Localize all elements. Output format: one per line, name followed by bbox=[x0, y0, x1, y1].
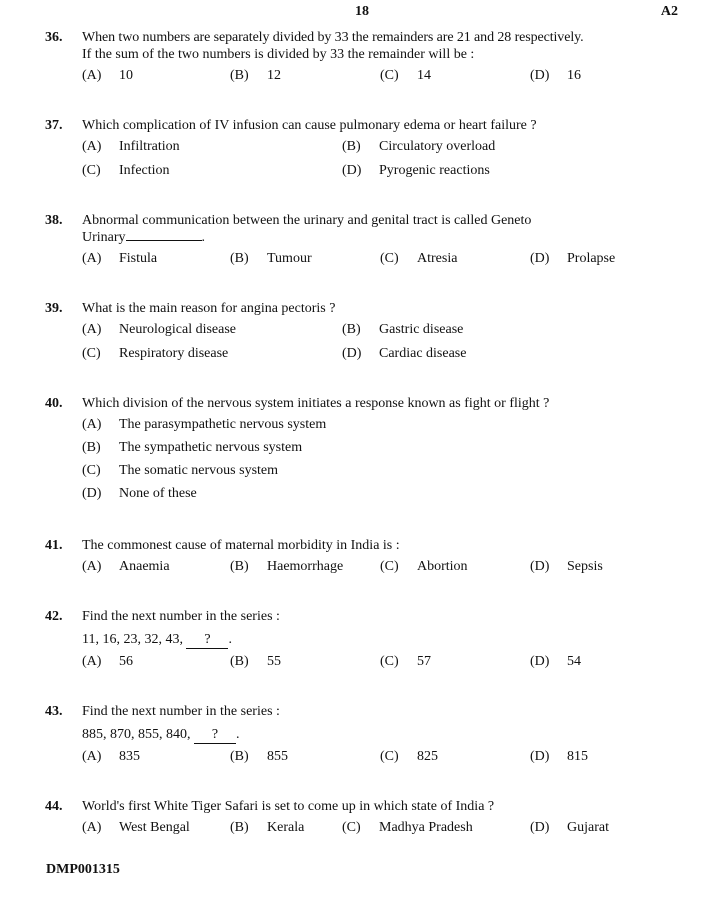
option-b[interactable] bbox=[342, 138, 495, 155]
option-c[interactable] bbox=[82, 462, 681, 485]
option-d[interactable] bbox=[530, 653, 581, 670]
question-number: 36. bbox=[45, 30, 63, 45]
option-text: 815 bbox=[567, 749, 588, 764]
option-label: (C) bbox=[380, 559, 399, 574]
option-label: (D) bbox=[530, 654, 550, 669]
option-text: Cardiac disease bbox=[379, 346, 467, 361]
option-a[interactable] bbox=[82, 558, 170, 575]
option-text: Gastric disease bbox=[379, 322, 464, 337]
option-text: The somatic nervous system bbox=[119, 463, 279, 478]
series-end: . bbox=[228, 632, 232, 647]
option-text: 55 bbox=[267, 654, 281, 669]
option-a[interactable] bbox=[82, 653, 133, 670]
options-row bbox=[45, 67, 681, 90]
option-text: Neurological disease bbox=[119, 322, 237, 337]
option-label: (B) bbox=[230, 559, 249, 574]
option-text: 57 bbox=[417, 654, 431, 669]
question-number: 42. bbox=[45, 609, 63, 624]
option-text: Infiltration bbox=[119, 139, 180, 154]
option-label: (B) bbox=[342, 139, 361, 154]
option-label: (D) bbox=[342, 163, 362, 178]
option-text: Tumour bbox=[267, 251, 312, 266]
option-c[interactable] bbox=[380, 67, 431, 84]
option-label: (B) bbox=[82, 440, 101, 455]
option-text: Fistula bbox=[119, 251, 158, 266]
answer-blank: ? bbox=[186, 631, 228, 649]
option-text: Respiratory disease bbox=[119, 346, 229, 361]
option-label: (C) bbox=[380, 749, 399, 764]
option-d[interactable] bbox=[530, 819, 609, 836]
option-text: None of these bbox=[119, 486, 197, 501]
option-b[interactable] bbox=[230, 250, 312, 267]
option-c[interactable] bbox=[380, 748, 438, 765]
options-row bbox=[45, 250, 681, 273]
option-label: (B) bbox=[342, 322, 361, 337]
option-d[interactable] bbox=[342, 162, 490, 179]
question-number: 37. bbox=[45, 118, 63, 133]
options-row bbox=[45, 162, 681, 186]
option-a[interactable] bbox=[82, 250, 157, 267]
option-text: Prolapse bbox=[567, 251, 616, 266]
option-c[interactable] bbox=[380, 558, 468, 575]
series-values: 11, 16, 23, 32, 43, bbox=[82, 632, 183, 647]
option-a[interactable] bbox=[82, 67, 133, 84]
option-label: (A) bbox=[82, 749, 102, 764]
options-row bbox=[45, 653, 681, 676]
option-d[interactable] bbox=[530, 250, 615, 267]
question-text: Which division of the nervous system initiates a response known as fight or flight ? bbox=[82, 396, 550, 411]
question-text-line: Abnormal communication between the urinary and genital tract is called Geneto bbox=[82, 213, 532, 228]
option-text: 12 bbox=[267, 68, 281, 83]
options-row bbox=[45, 321, 681, 345]
option-a[interactable] bbox=[82, 748, 140, 765]
option-b[interactable] bbox=[82, 439, 681, 462]
option-b[interactable] bbox=[230, 748, 288, 765]
option-label: (C) bbox=[380, 251, 399, 266]
question-text bbox=[82, 212, 681, 246]
number-series bbox=[82, 631, 681, 649]
option-label: (A) bbox=[82, 820, 102, 835]
option-label: (C) bbox=[82, 346, 101, 361]
question-text: The commonest cause of maternal morbidity in India is : bbox=[82, 538, 400, 553]
option-text: West Bengal bbox=[119, 820, 190, 835]
options-row bbox=[45, 819, 681, 842]
footer-code: DMP001315 bbox=[46, 862, 120, 877]
question-text-line bbox=[82, 229, 681, 246]
option-label: (B) bbox=[230, 654, 249, 669]
question-number: 44. bbox=[45, 799, 63, 814]
option-text: 14 bbox=[417, 68, 431, 83]
question-text: World's first White Tiger Safari is set to come up in which state of India ? bbox=[82, 799, 495, 814]
series-end: . bbox=[236, 727, 240, 742]
option-b[interactable] bbox=[230, 819, 304, 836]
option-label: (C) bbox=[380, 68, 399, 83]
option-label: (D) bbox=[530, 559, 550, 574]
option-label: (C) bbox=[82, 163, 101, 178]
option-label: (D) bbox=[530, 251, 550, 266]
option-text: 825 bbox=[417, 749, 438, 764]
option-b[interactable] bbox=[230, 67, 281, 84]
question-number: 43. bbox=[45, 704, 63, 719]
option-label: (D) bbox=[530, 749, 550, 764]
option-text: Madhya Pradesh bbox=[379, 820, 473, 835]
question-38 bbox=[45, 212, 681, 273]
option-label: (B) bbox=[230, 251, 249, 266]
question-44 bbox=[45, 798, 681, 842]
option-label: (C) bbox=[82, 463, 101, 478]
option-text: Infection bbox=[119, 163, 170, 178]
option-label: (B) bbox=[230, 749, 249, 764]
option-label: (A) bbox=[82, 417, 102, 432]
option-d[interactable] bbox=[530, 748, 588, 765]
option-b[interactable] bbox=[230, 558, 343, 575]
option-label: (A) bbox=[82, 68, 102, 83]
question-number: 38. bbox=[45, 213, 63, 228]
question-text-end: . bbox=[201, 230, 206, 245]
option-d[interactable] bbox=[342, 345, 466, 362]
option-text: 54 bbox=[567, 654, 581, 669]
option-label: (A) bbox=[82, 251, 102, 266]
option-d[interactable] bbox=[82, 485, 681, 508]
option-label: (D) bbox=[530, 820, 550, 835]
options-list bbox=[45, 416, 681, 508]
option-text: 835 bbox=[119, 749, 140, 764]
option-text: 56 bbox=[119, 654, 133, 669]
option-b[interactable] bbox=[342, 321, 463, 338]
option-c[interactable] bbox=[342, 819, 473, 836]
option-a[interactable] bbox=[82, 138, 180, 155]
question-text: Find the next number in the series : bbox=[82, 704, 280, 719]
question-number: 41. bbox=[45, 538, 63, 553]
option-label: (C) bbox=[380, 654, 399, 669]
option-text: Sepsis bbox=[567, 559, 603, 574]
option-d[interactable] bbox=[530, 558, 603, 575]
options-row bbox=[45, 138, 681, 162]
question-text bbox=[82, 29, 681, 63]
option-a[interactable] bbox=[82, 416, 681, 439]
option-c[interactable] bbox=[82, 162, 170, 179]
option-text: 16 bbox=[567, 68, 581, 83]
question-text-line: If the sum of the two numbers is divided by 33 the remainder will be : bbox=[82, 47, 475, 62]
options-row bbox=[45, 558, 681, 581]
option-text: 10 bbox=[119, 68, 133, 83]
option-label: (B) bbox=[230, 820, 249, 835]
question-41 bbox=[45, 537, 681, 581]
option-text: Circulatory overload bbox=[379, 139, 496, 154]
option-label: (B) bbox=[230, 68, 249, 83]
option-label: (D) bbox=[530, 68, 550, 83]
answer-blank bbox=[126, 240, 202, 241]
option-label: (A) bbox=[82, 139, 102, 154]
question-text-part: Urinary bbox=[82, 230, 126, 245]
option-b[interactable] bbox=[230, 653, 281, 670]
question-42 bbox=[45, 608, 681, 676]
option-text: Abortion bbox=[417, 559, 468, 574]
set-code: A2 bbox=[660, 4, 678, 19]
option-a[interactable] bbox=[82, 819, 190, 836]
options-row bbox=[45, 748, 681, 771]
number-series bbox=[82, 726, 681, 744]
option-a[interactable] bbox=[82, 321, 236, 338]
option-text: Atresia bbox=[417, 251, 458, 266]
answer-blank: ? bbox=[194, 726, 236, 744]
option-label: (A) bbox=[82, 559, 102, 574]
option-text: Kerala bbox=[267, 820, 305, 835]
question-text-line: When two numbers are separately divided by 33 the remainders are 21 and 28 respectively. bbox=[82, 30, 584, 45]
option-label: (D) bbox=[82, 486, 102, 501]
question-text: What is the main reason for angina pectoris ? bbox=[82, 301, 336, 316]
question-text: Find the next number in the series : bbox=[82, 609, 280, 624]
option-c[interactable] bbox=[82, 345, 228, 362]
question-text: Which complication of IV infusion can cause pulmonary edema or heart failure ? bbox=[82, 118, 537, 133]
option-text: Anaemia bbox=[119, 559, 170, 574]
option-label: (A) bbox=[82, 322, 102, 337]
question-number: 40. bbox=[45, 396, 63, 411]
question-36 bbox=[45, 29, 681, 90]
question-40 bbox=[45, 395, 681, 508]
option-text: 855 bbox=[267, 749, 288, 764]
options-row bbox=[45, 345, 681, 369]
option-c[interactable] bbox=[380, 250, 457, 267]
option-d[interactable] bbox=[530, 67, 581, 84]
question-39 bbox=[45, 300, 681, 369]
option-label: (C) bbox=[342, 820, 361, 835]
option-text: Gujarat bbox=[567, 820, 609, 835]
option-text: Pyrogenic reactions bbox=[379, 163, 490, 178]
question-43 bbox=[45, 703, 681, 771]
option-label: (A) bbox=[82, 654, 102, 669]
option-text: The parasympathetic nervous system bbox=[119, 417, 327, 432]
option-text: The sympathetic nervous system bbox=[119, 440, 303, 455]
option-c[interactable] bbox=[380, 653, 431, 670]
option-label: (D) bbox=[342, 346, 362, 361]
option-text: Haemorrhage bbox=[267, 559, 344, 574]
question-37 bbox=[45, 117, 681, 186]
page-number: 18 bbox=[355, 4, 369, 19]
question-number: 39. bbox=[45, 301, 63, 316]
series-values: 885, 870, 855, 840, bbox=[82, 727, 191, 742]
